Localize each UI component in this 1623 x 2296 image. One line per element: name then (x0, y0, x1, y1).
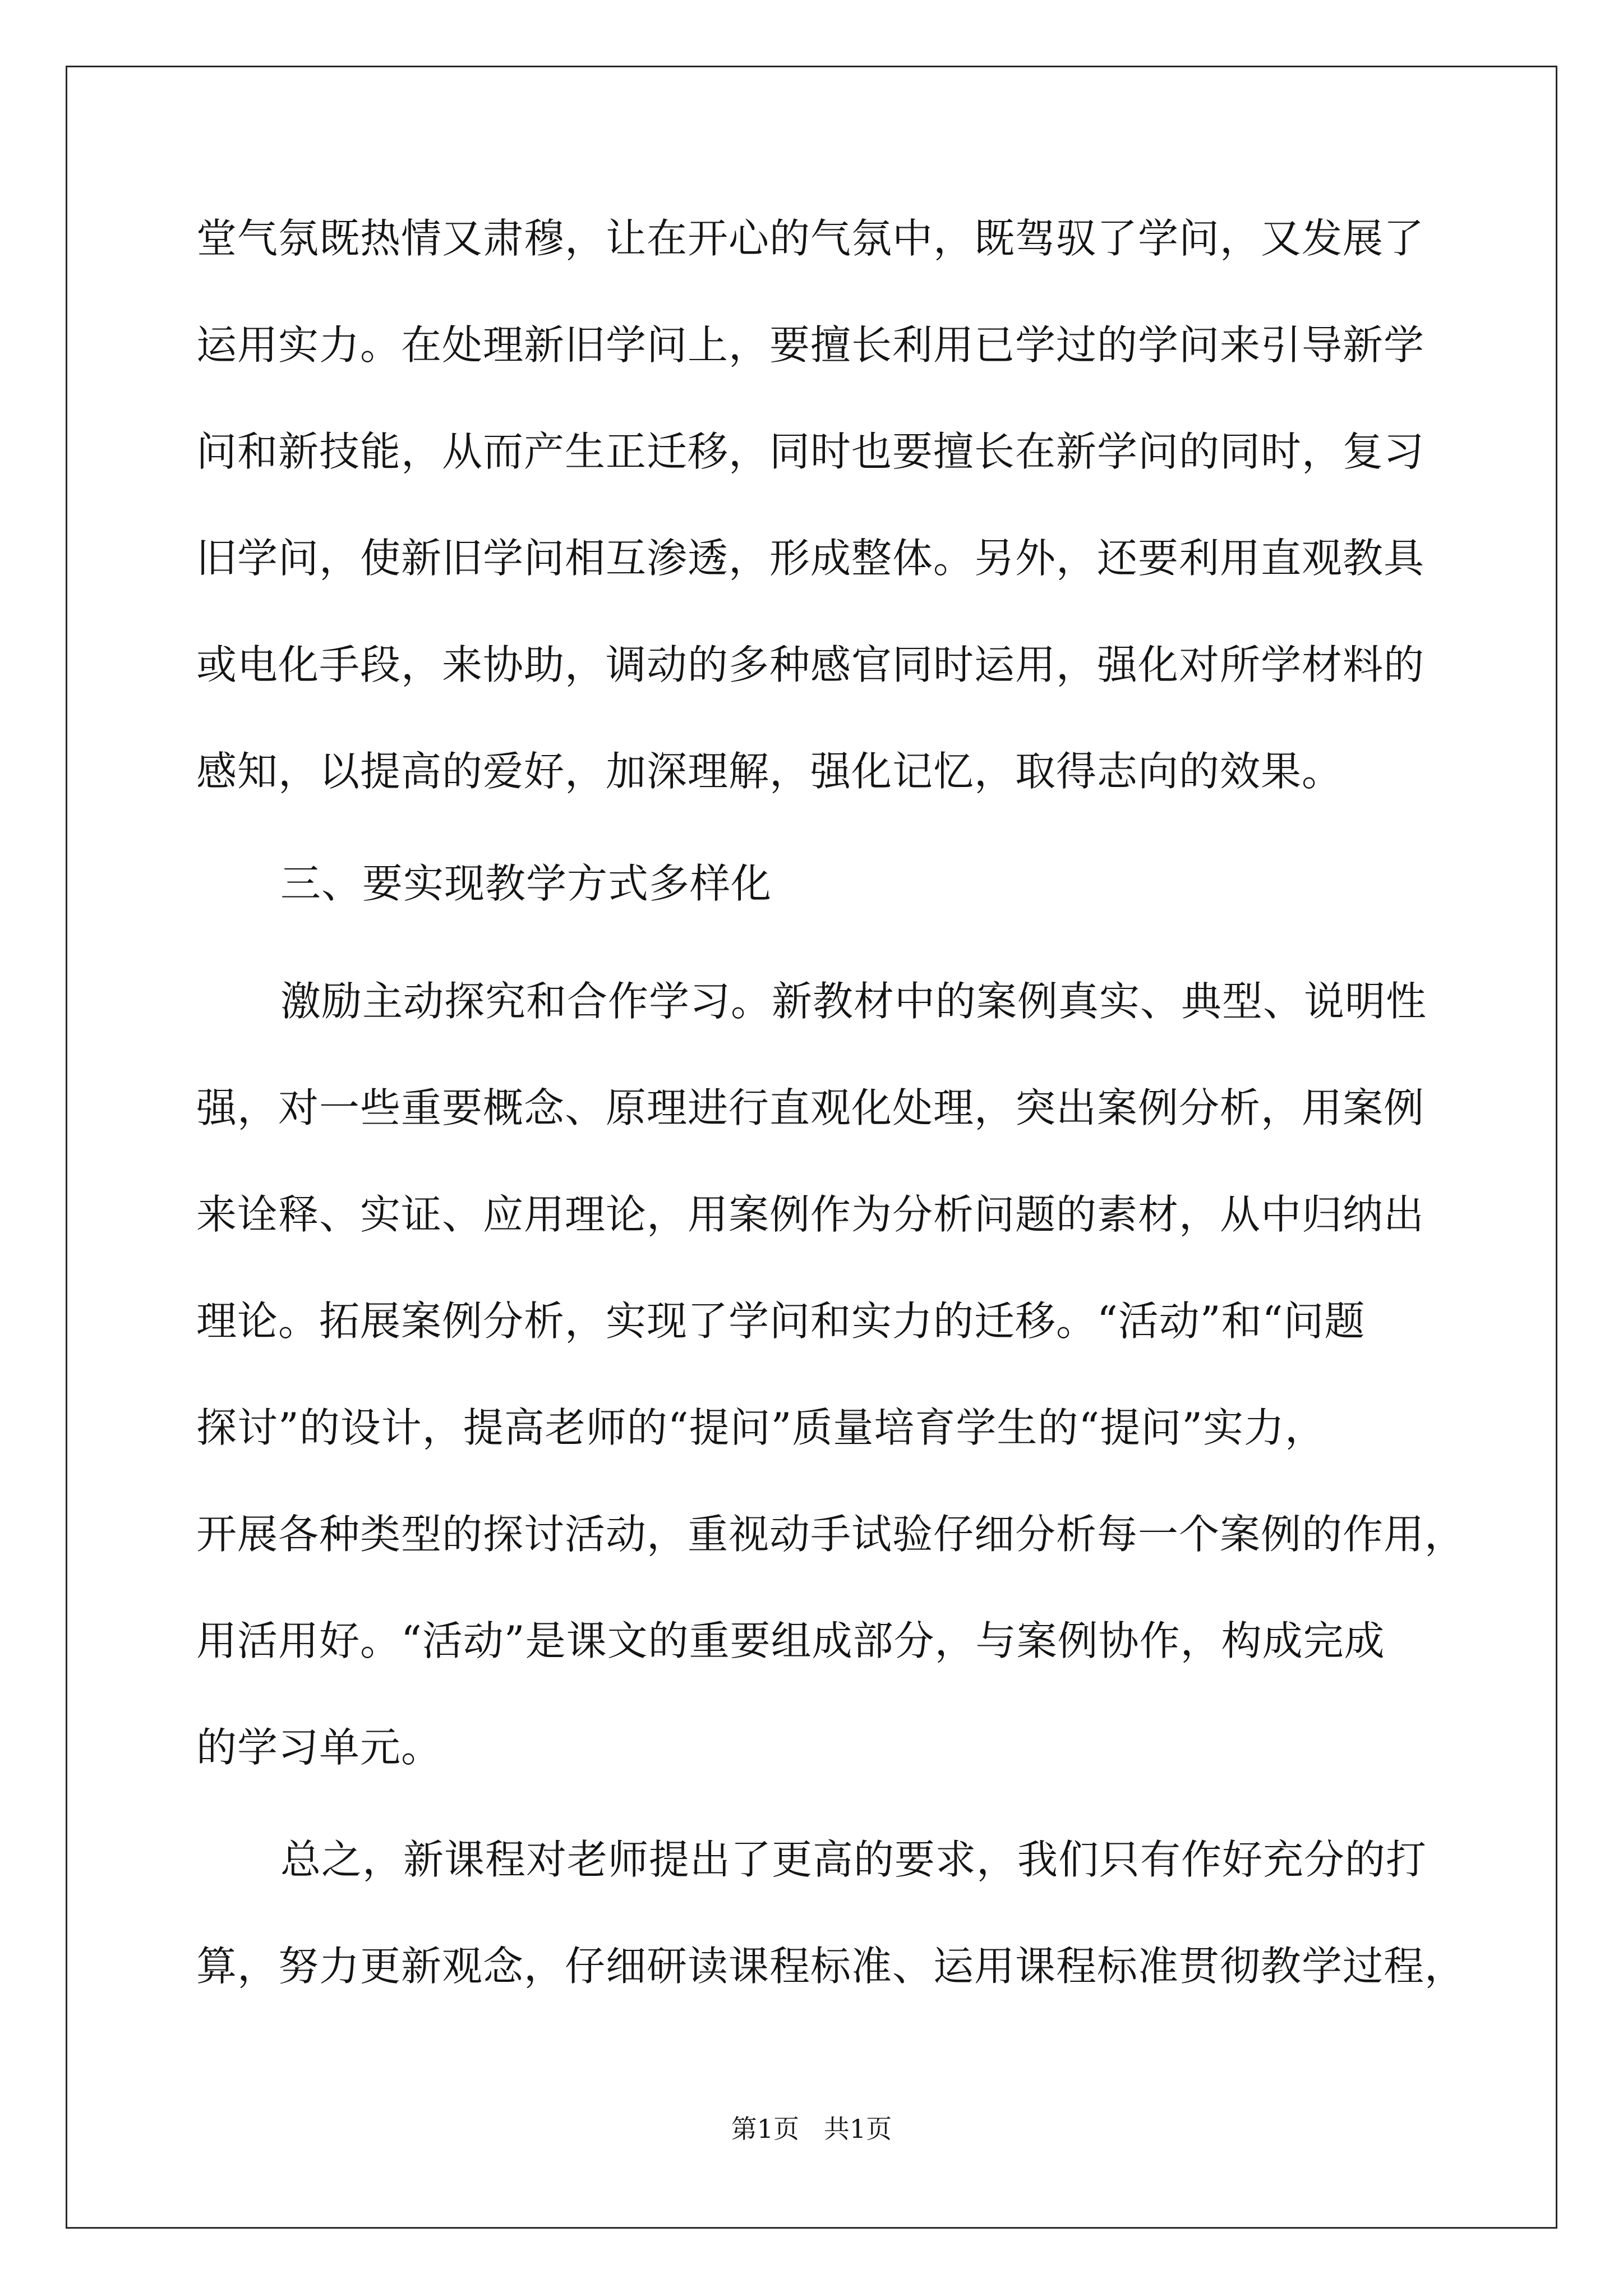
text-line: 来诠释、实证、应用理论，用案例作为分析问题的素材，从中归纳出 (196, 1191, 1425, 1238)
text-line: 用活用好。“活动”是课文的重要组成部分，与案例协作，构成完成 (196, 1617, 1385, 1664)
text-line: 激励主动探究和合作学习。新教材中的案例真实、典型、说明性 (280, 978, 1427, 1025)
text-line: 问和新技能，从而产生正迁移，同时也要擅长在新学问的同时，复习 (196, 428, 1425, 475)
text-line: 探讨”的设计，提高老师的“提问”质量培育学生的“提问”实力， (196, 1404, 1326, 1451)
text-line: 或电化手段，来协助，调动的多种感官同时运用，强化对所学材料的 (196, 641, 1425, 688)
text-line: 强，对一些重要概念、原理进行直观化处理，突出案例分析，用案例 (196, 1084, 1425, 1131)
text-line: 开展各种类型的探讨活动，重视动手试验仔细分析每一个案例的作用， (196, 1511, 1466, 1558)
page-number-footer: 第1页 共1页 (731, 2114, 892, 2144)
text-line: 堂气氛既热情又肃穆，让在开心的气氛中，既驾驭了学问，又发展了 (196, 215, 1425, 262)
text-line: 总之，新课程对老师提出了更高的要求，我们只有作好充分的打 (280, 1836, 1427, 1883)
text-line: 理论。拓展案例分析，实现了学问和实力的迁移。“活动”和“问题 (196, 1297, 1366, 1345)
text-line: 旧学问，使新旧学问相互渗透，形成整体。另外，还要利用直观教具 (196, 535, 1425, 582)
page-border (66, 66, 1557, 2229)
text-line: 感知，以提高的爱好，加深理解，强化记忆，取得志向的效果。 (196, 748, 1343, 795)
text-line: 运用实力。在处理新旧学问上，要擅长利用已学过的学问来引导新学 (196, 321, 1425, 369)
text-line: 算，努力更新观念，仔细研读课程标准、运用课程标准贯彻教学过程， (196, 1943, 1466, 1990)
text-line: 的学习单元。 (196, 1724, 442, 1771)
section-heading: 三、要实现教学方式多样化 (280, 860, 772, 907)
